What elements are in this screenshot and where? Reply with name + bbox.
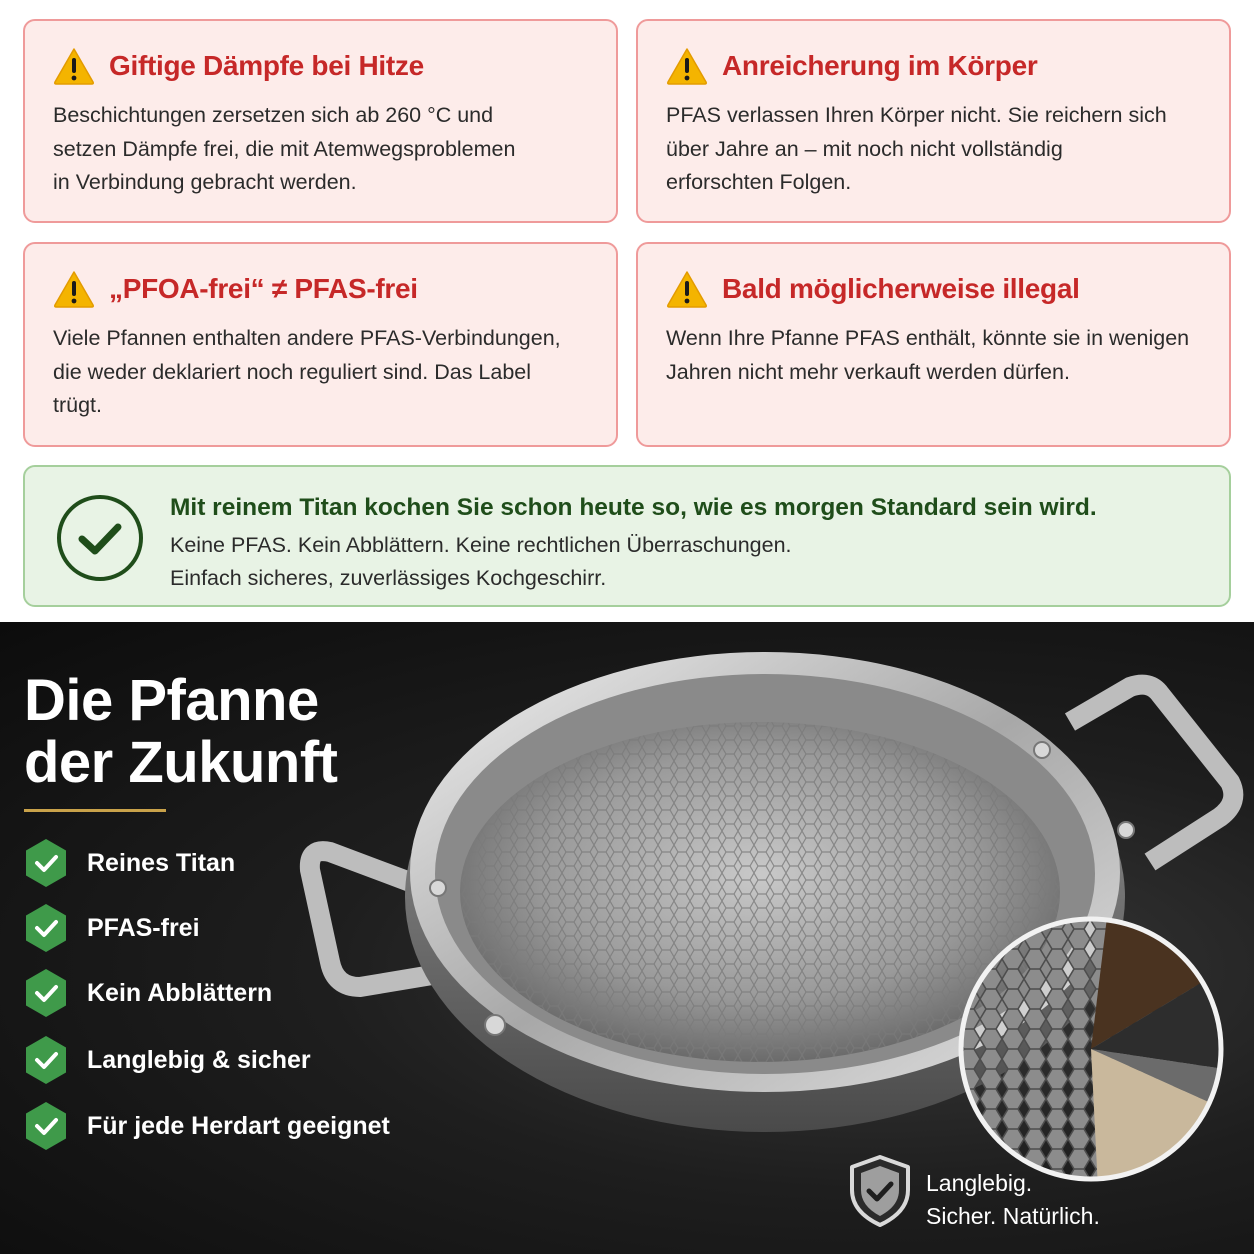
hero-title-line: der Zukunft: [24, 730, 338, 795]
check-shield-icon: [24, 903, 68, 953]
warning-title: Anreicherung im Körper: [722, 50, 1038, 81]
badge-text-line: Langlebig.: [926, 1170, 1033, 1196]
feature-label: Für jede Herdart geeignet: [87, 1111, 390, 1140]
warning-text-line: erforschten Folgen.: [666, 170, 852, 194]
success-line: Keine PFAS. Kein Abblättern. Keine rechtlichen Überraschungen.: [170, 533, 792, 557]
hero-title-line: Die Pfanne: [24, 668, 319, 733]
product-hero: [0, 622, 1254, 1254]
feature-item: [24, 1035, 311, 1085]
warning-text-line: in Verbindung gebracht werden.: [53, 170, 357, 194]
warning-text-line: trügt.: [53, 393, 102, 417]
warning-card-illegal: [636, 242, 1231, 447]
badge-text-line: Sicher. Natürlich.: [926, 1203, 1100, 1229]
feature-label: Reines Titan: [87, 848, 236, 877]
warning-text-line: Beschichtungen zersetzen sich ab 260 °C und: [53, 103, 494, 127]
success-line: Einfach sicheres, zuverlässiges Kochgeschirr.: [170, 566, 607, 590]
feature-item: [24, 1101, 390, 1151]
warning-triangle-icon: [53, 47, 95, 85]
feature-label: Langlebig & sicher: [87, 1045, 311, 1074]
warning-title: Bald möglicherweise illegal: [722, 273, 1080, 304]
warning-card-accumulation: [636, 19, 1231, 223]
warning-text-line: die weder deklariert noch reguliert sind. Das Label: [53, 359, 532, 384]
warning-triangle-icon: [666, 47, 708, 85]
warning-card-toxic-fumes: [23, 19, 618, 223]
warning-text-line: über Jahre an – mit noch nicht vollständig: [666, 136, 1063, 161]
check-shield-icon: [24, 1035, 68, 1085]
warning-text-line: PFAS verlassen Ihren Körper nicht. Sie reichern sich: [666, 103, 1167, 127]
warning-title: Giftige Dämpfe bei Hitze: [109, 50, 424, 81]
check-shield-icon: [24, 838, 68, 888]
warning-card-pfoa-label: [23, 242, 618, 447]
shield-check-icon: [848, 1154, 912, 1228]
material-comparison-circle: [958, 909, 1224, 1189]
check-circle-icon: [55, 493, 145, 583]
warning-text-line: Jahren nicht mehr verkauft werden dürfen.: [666, 359, 1070, 384]
check-shield-icon: [24, 968, 68, 1018]
warning-title: „PFOA-frei“ ≠ PFAS-frei: [109, 273, 418, 304]
feature-item: [24, 968, 272, 1018]
warning-text-line: Wenn Ihre Pfanne PFAS enthält, könnte sie in wenigen: [666, 326, 1190, 350]
title-divider: [24, 809, 166, 812]
success-title: Mit reinem Titan kochen Sie schon heute so, wie es morgen Standard sein wird.: [170, 494, 1097, 521]
feature-item: [24, 838, 235, 888]
warning-triangle-icon: [53, 270, 95, 308]
warning-triangle-icon: [666, 270, 708, 308]
success-banner: [23, 465, 1231, 607]
feature-item: [24, 903, 200, 953]
warning-text-line: setzen Dämpfe frei, die mit Atemwegsproblemen: [53, 136, 516, 161]
feature-label: PFAS-frei: [87, 913, 200, 942]
check-shield-icon: [24, 1101, 68, 1151]
feature-label: Kein Abblättern: [87, 978, 273, 1007]
warning-text-line: Viele Pfannen enthalten andere PFAS-Verbindungen,: [53, 326, 561, 350]
